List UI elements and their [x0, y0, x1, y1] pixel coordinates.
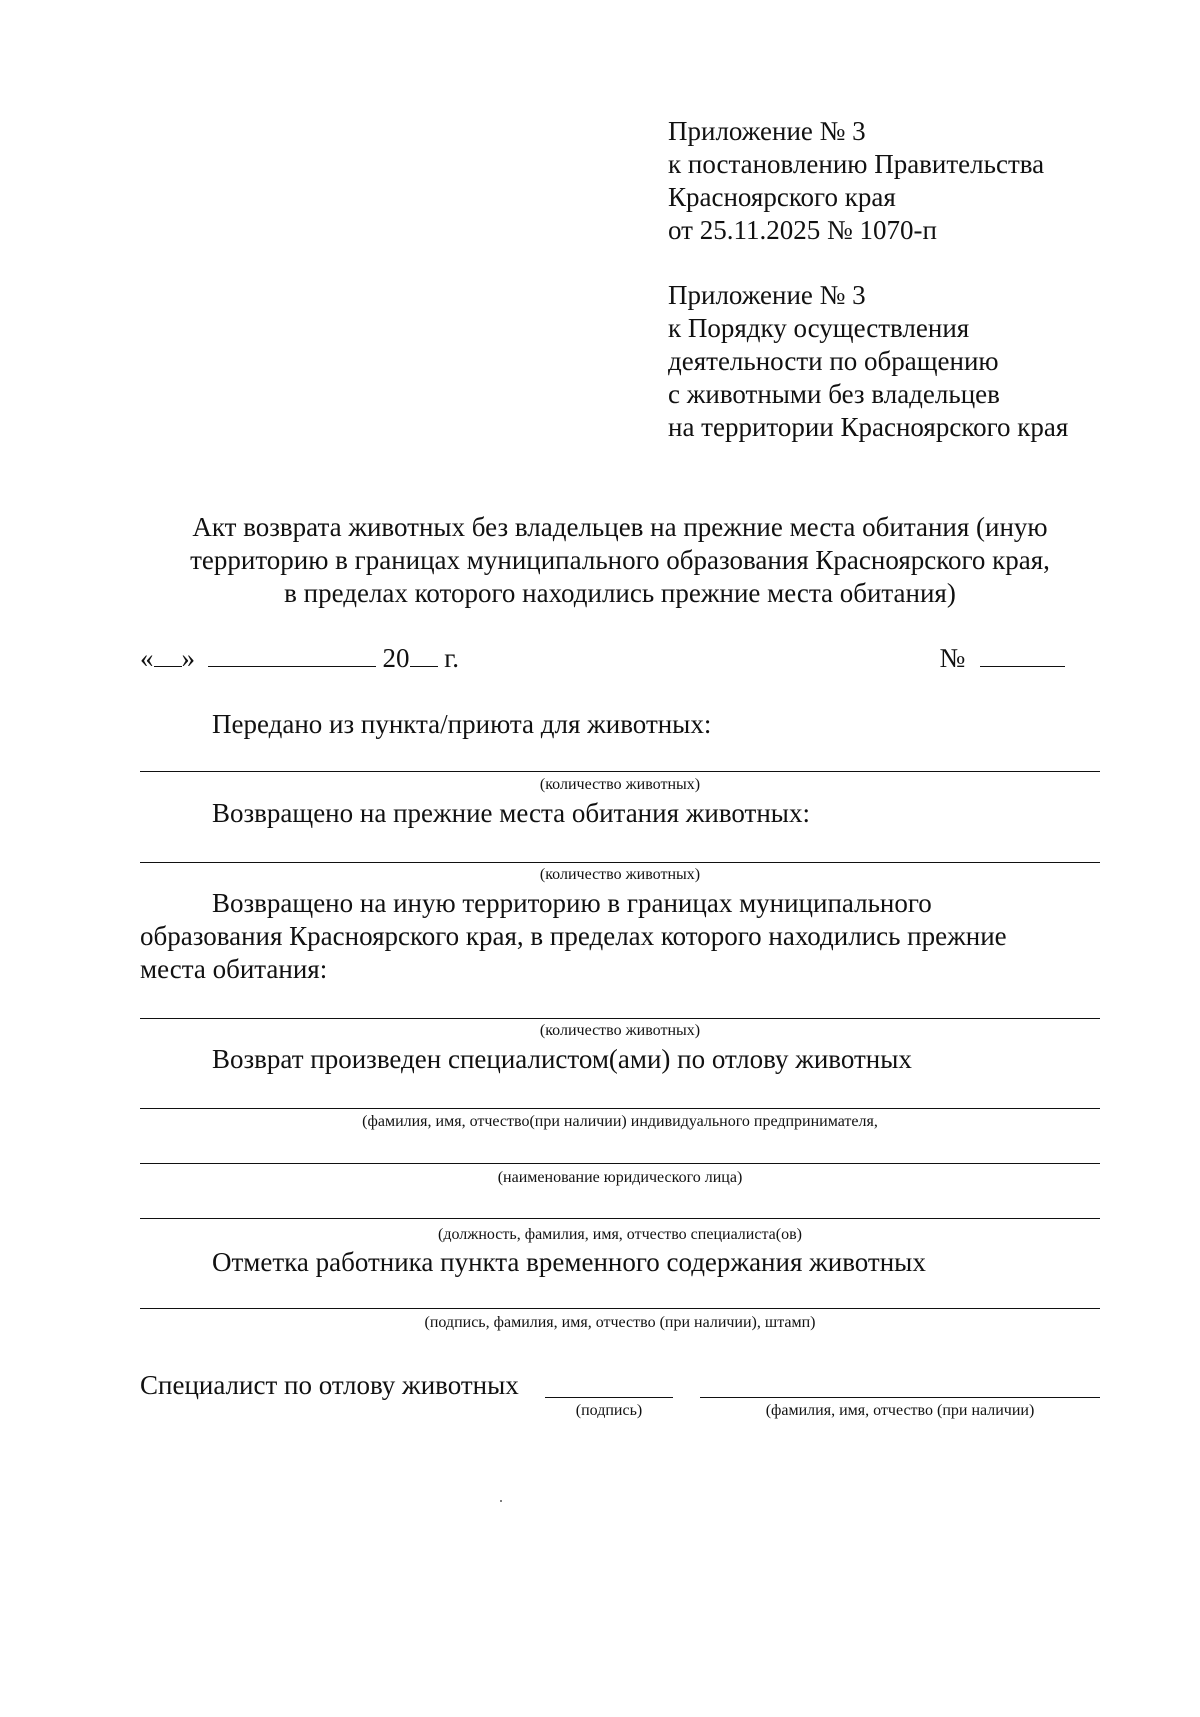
name-caption: (фамилия, имя, отчество (при наличии)	[765, 1402, 1035, 1419]
name-line[interactable]	[700, 1397, 1100, 1398]
transferred-count-line[interactable]	[140, 771, 1100, 772]
other-territory-line: Возвращено на иную территорию в границах муниципального	[212, 888, 932, 918]
scan-speck	[500, 1500, 502, 1502]
shelter-mark-caption: (подпись, фамилия, имя, отчество (при наличии), штамп)	[424, 1314, 816, 1331]
month-blank[interactable]	[208, 640, 376, 667]
year-suffix: г.	[444, 643, 460, 673]
appendix-title: Приложение № 3	[668, 116, 866, 146]
number-blank[interactable]	[980, 640, 1065, 667]
appendix-date-number: от 25.11.2025 № 1070-п	[668, 215, 937, 245]
document-title	[140, 511, 1100, 610]
date-number-line	[140, 640, 1065, 676]
returned-count-line[interactable]	[140, 862, 1100, 863]
other-territory-line: образования Красноярского края, в пределах которого находились прежние	[140, 921, 1007, 951]
appendix-line: к постановлению Правительства	[668, 149, 1045, 179]
title-line: в пределах которого находились прежние места обитания)	[284, 578, 956, 608]
returned-label: Возвращено на прежние места обитания животных:	[212, 798, 810, 828]
other-territory-line: места обитания:	[140, 954, 328, 984]
date-field	[140, 640, 459, 676]
entrepreneur-caption: (фамилия, имя, отчество(при наличии) индивидуального предпринимателя,	[362, 1113, 878, 1130]
specialist-caption: (должность, фамилия, имя, отчество специалиста(ов)	[438, 1226, 802, 1243]
quote-close: »	[181, 643, 195, 673]
appendix-line: к Порядку осуществления	[668, 313, 970, 343]
legal-entity-line[interactable]	[140, 1163, 1100, 1164]
day-blank[interactable]	[154, 640, 182, 667]
other-territory-count-line[interactable]	[140, 1018, 1100, 1019]
legal-entity-caption: (наименование юридического лица)	[497, 1169, 743, 1186]
title-line: территорию в границах муниципального образования Красноярского края,	[190, 545, 1050, 575]
appendix-line: Красноярского края	[668, 182, 896, 212]
performed-by-label: Возврат произведен специалистом(ами) по отлову животных	[212, 1044, 912, 1074]
appendix-title: Приложение № 3	[668, 280, 866, 310]
transferred-label: Передано из пункта/приюта для животных:	[212, 709, 712, 739]
specialist-signature-row	[140, 1367, 1100, 1419]
year-blank[interactable]	[410, 640, 438, 667]
specialist-line[interactable]	[140, 1218, 1100, 1219]
signature-line[interactable]	[545, 1397, 673, 1398]
count-caption: (количество животных)	[539, 1022, 701, 1039]
year-prefix: 20	[382, 643, 410, 673]
appendix-order	[668, 279, 1168, 444]
appendix-government-decree	[668, 115, 1168, 247]
title-line: Акт возврата животных без владельцев на прежние места обитания (иную	[192, 512, 1048, 542]
appendix-line: деятельности по обращению	[668, 346, 999, 376]
appendix-line: с животными без владельцев	[668, 379, 1000, 409]
signature-caption: (подпись)	[575, 1402, 643, 1419]
number-field	[939, 640, 1065, 676]
count-caption: (количество животных)	[539, 776, 701, 793]
shelter-mark-label: Отметка работника пункта временного содержания животных	[212, 1247, 926, 1277]
entrepreneur-line[interactable]	[140, 1108, 1100, 1109]
appendix-line: на территории Красноярского края	[668, 412, 1069, 442]
quote-open: «	[140, 643, 154, 673]
number-sign: №	[939, 643, 966, 673]
shelter-mark-line[interactable]	[140, 1308, 1100, 1309]
count-caption: (количество животных)	[539, 866, 701, 883]
signature-label: Специалист по отлову животных	[140, 1370, 519, 1400]
